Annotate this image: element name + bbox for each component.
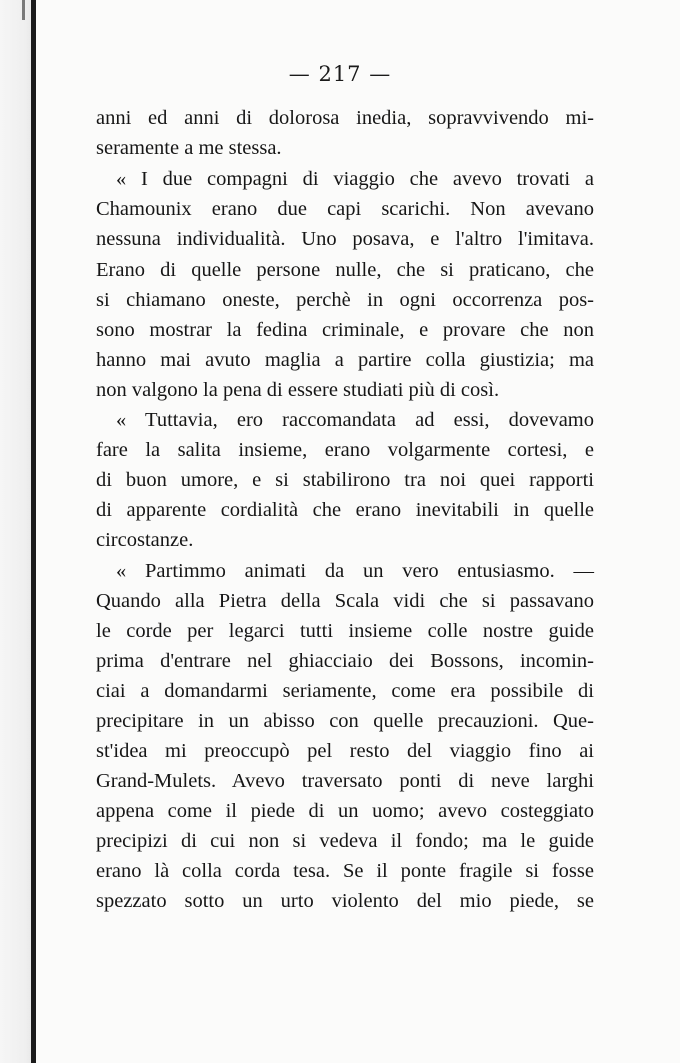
text-line: circostanze. bbox=[96, 529, 194, 551]
text-line: Grand-Mulets. Avevo traversato ponti di neve larghi bbox=[96, 770, 594, 792]
text-line: di apparente cordialità che erano inevitabili in quelle bbox=[96, 499, 594, 521]
binding-mark bbox=[22, 0, 25, 20]
text-line: si chiamano oneste, perchè in ogni occorrenza pos- bbox=[96, 289, 594, 311]
text-line: appena come il piede di un uomo; avevo costeggiato bbox=[96, 800, 594, 822]
text-line: ciai a domandarmi seriamente, come era possibile di bbox=[96, 680, 594, 702]
text-line: « I due compagni di viaggio che avevo trovati a bbox=[116, 168, 594, 190]
text-line: non valgono la pena di essere studiati più di così. bbox=[96, 379, 500, 401]
text-line: precipitare in un abisso con quelle precauzioni. Que- bbox=[96, 710, 594, 732]
text-line: prima d'entrare nel ghiacciaio dei Bossons, incomin- bbox=[96, 650, 594, 672]
text-line: erano là colla corda tesa. Se il ponte fragile si fosse bbox=[96, 860, 594, 882]
text-line: sono mostrar la fedina criminale, e provare che non bbox=[96, 319, 594, 341]
page-number: — 217 — bbox=[288, 62, 392, 86]
text-line: le corde per legarci tutti insieme colle nostre guide bbox=[96, 620, 594, 642]
text-line: nessuna individualità. Uno posava, e l'altro l'imitava. bbox=[96, 228, 594, 250]
text-line: fare la salita insieme, erano volgarmente cortesi, e bbox=[96, 439, 594, 461]
text-line: st'idea mi preoccupò pel resto del viaggio fino ai bbox=[96, 740, 594, 762]
text-line: spezzato sotto un urto violento del mio piede, se bbox=[96, 890, 594, 912]
text-line: Chamounix erano due capi scarichi. Non avevano bbox=[96, 198, 594, 220]
text-line: seramente a me stessa. bbox=[96, 137, 282, 159]
text-line: « Tuttavia, ero raccomandata ad essi, dovevamo bbox=[116, 409, 594, 431]
text-line: Erano di quelle persone nulle, che si praticano, che bbox=[96, 259, 594, 281]
text-line: « Partimmo animati da un vero entusiasmo. — bbox=[116, 560, 594, 582]
text-line: precipizi di cui non si vedeva il fondo; ma le guide bbox=[96, 830, 594, 852]
text-line: anni ed anni di dolorosa inedia, sopravvivendo mi- bbox=[96, 107, 594, 129]
text-line: hanno mai avuto maglia a partire colla giustizia; ma bbox=[96, 349, 594, 371]
text-line: Quando alla Pietra della Scala vidi che si passavano bbox=[96, 590, 594, 612]
text-line: di buon umore, e si stabilirono tra noi quei rapporti bbox=[96, 469, 594, 491]
binding-edge bbox=[31, 0, 36, 1063]
